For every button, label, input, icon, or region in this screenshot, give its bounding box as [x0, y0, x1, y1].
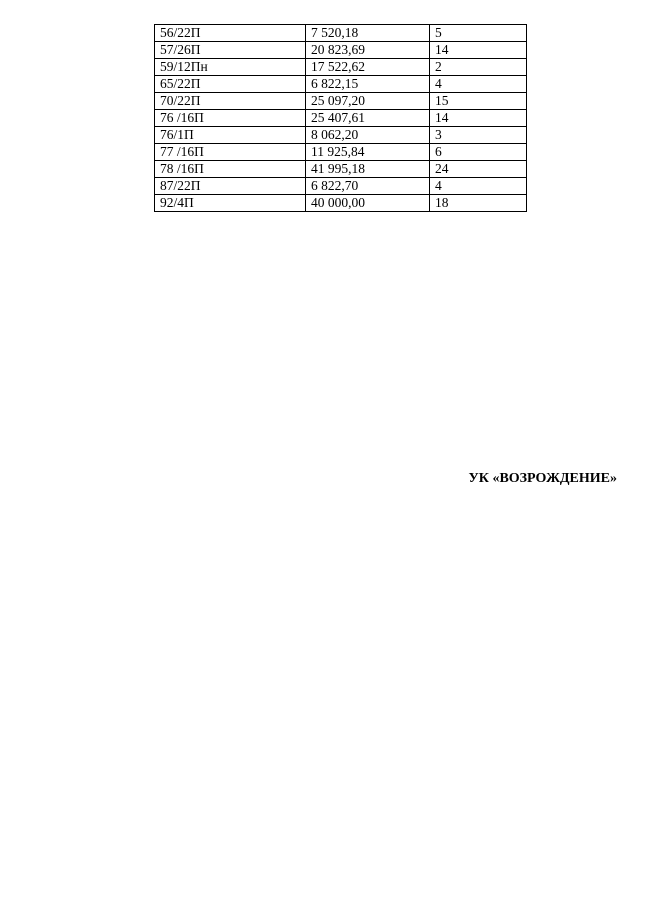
months-cell: 2	[430, 59, 527, 76]
account-cell: 57/26П	[155, 42, 306, 59]
account-cell: 76/1П	[155, 127, 306, 144]
account-cell: 70/22П	[155, 93, 306, 110]
debt-table	[154, 24, 527, 212]
debt-table-body	[155, 25, 527, 212]
amount-cell: 25 407,61	[306, 110, 430, 127]
table-row	[155, 42, 527, 59]
amount-cell: 6 822,70	[306, 178, 430, 195]
account-cell: 76 /16П	[155, 110, 306, 127]
amount-cell: 6 822,15	[306, 76, 430, 93]
amount-cell: 20 823,69	[306, 42, 430, 59]
account-cell: 77 /16П	[155, 144, 306, 161]
table-row	[155, 195, 527, 212]
table-row	[155, 76, 527, 93]
account-cell: 59/12Пн	[155, 59, 306, 76]
months-cell: 5	[430, 25, 527, 42]
months-cell: 4	[430, 178, 527, 195]
table-row	[155, 144, 527, 161]
table-row	[155, 59, 527, 76]
months-cell: 24	[430, 161, 527, 178]
amount-cell: 25 097,20	[306, 93, 430, 110]
months-cell: 3	[430, 127, 527, 144]
months-cell: 18	[430, 195, 527, 212]
table-row	[155, 93, 527, 110]
months-cell: 6	[430, 144, 527, 161]
amount-cell: 40 000,00	[306, 195, 430, 212]
months-cell: 4	[430, 76, 527, 93]
months-cell: 15	[430, 93, 527, 110]
amount-cell: 7 520,18	[306, 25, 430, 42]
account-cell: 87/22П	[155, 178, 306, 195]
amount-cell: 11 925,84	[306, 144, 430, 161]
organization-heading: УК «ВОЗРОЖДЕНИЕ»	[468, 471, 617, 486]
table-row	[155, 161, 527, 178]
amount-cell: 41 995,18	[306, 161, 430, 178]
account-cell: 78 /16П	[155, 161, 306, 178]
account-cell: 92/4П	[155, 195, 306, 212]
amount-cell: 17 522,62	[306, 59, 430, 76]
table-row	[155, 127, 527, 144]
account-cell: 65/22П	[155, 76, 306, 93]
amount-cell: 8 062,20	[306, 127, 430, 144]
months-cell: 14	[430, 110, 527, 127]
table-row	[155, 110, 527, 127]
months-cell: 14	[430, 42, 527, 59]
account-cell: 56/22П	[155, 25, 306, 42]
table-row	[155, 178, 527, 195]
table-row	[155, 25, 527, 42]
